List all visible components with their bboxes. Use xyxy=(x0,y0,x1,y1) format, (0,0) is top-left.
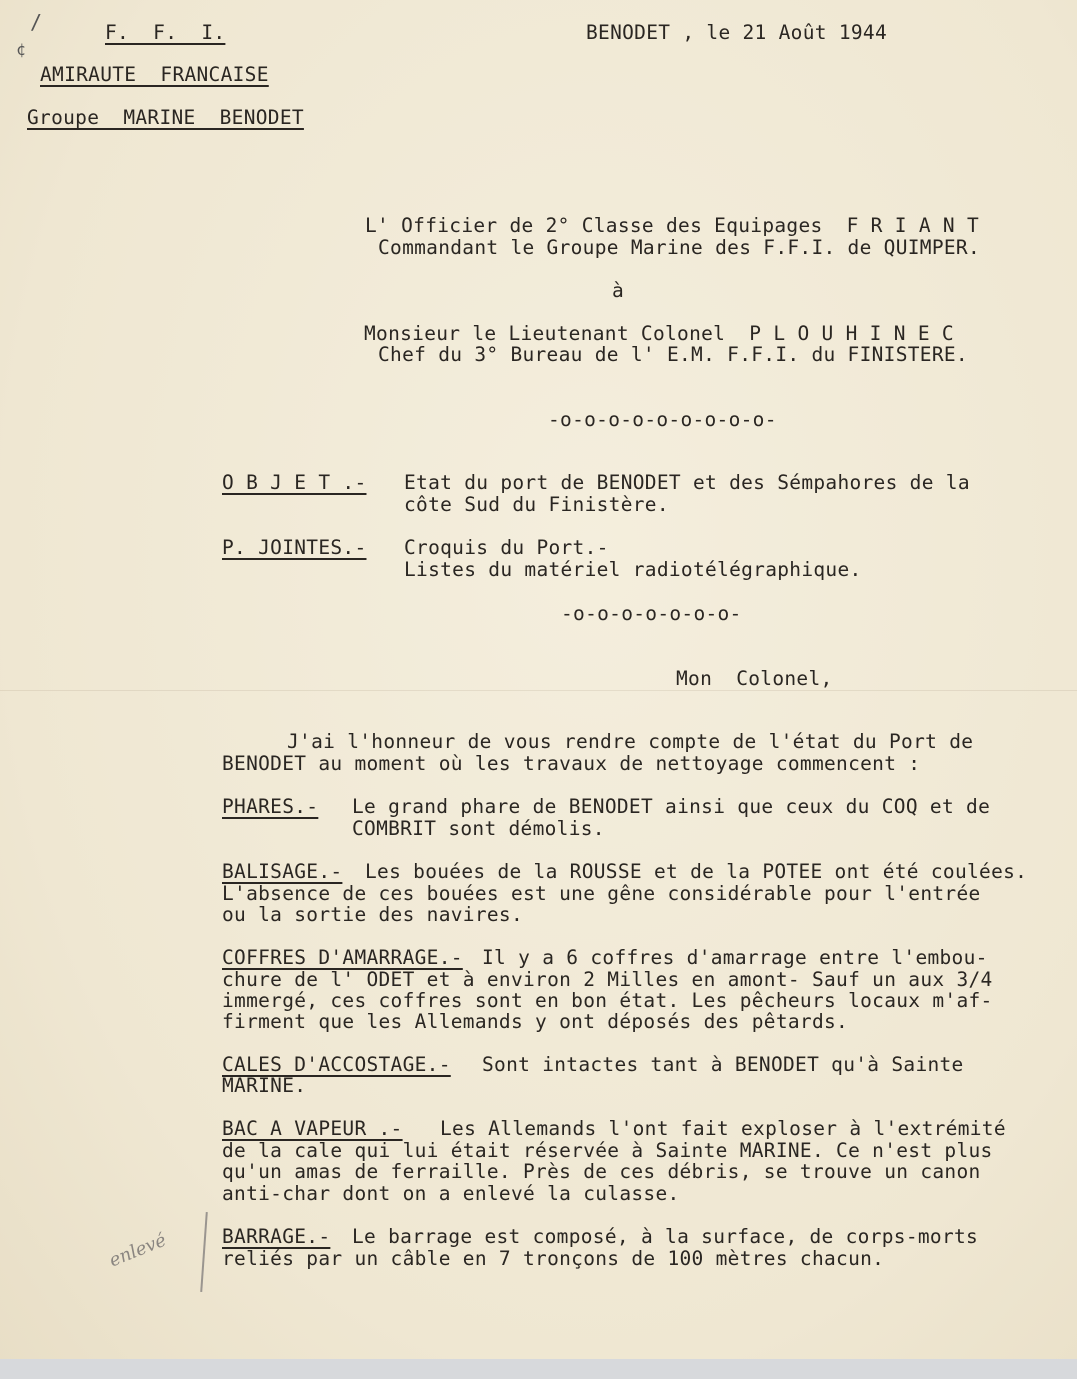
balisage-line-3: ou la sortie des navires. xyxy=(222,903,523,926)
sender-line-1: L' Officier de 2° Classe des Equipages F R I A N T xyxy=(365,214,980,237)
barrage-label: BARRAGE.- xyxy=(222,1225,331,1248)
phares-label: PHARES.- xyxy=(222,795,319,818)
cales-line-1: Sont intactes tant à BENODET qu'à Sainte xyxy=(482,1053,964,1076)
sender-line-2: Commandant le Groupe Marine des F.F.I. de QUIMPER. xyxy=(378,236,980,259)
intro-line-2: BENODET au moment où les travaux de nettoyage commencent : xyxy=(222,752,921,775)
balisage-line-2: L'absence de ces bouées est une gêne considérable pour l'entrée xyxy=(222,882,981,905)
cales-label: CALES D'ACCOSTAGE.- xyxy=(222,1053,451,1076)
objet-line-2: côte Sud du Finistère. xyxy=(404,493,669,516)
cales-line-2: MARINE. xyxy=(222,1074,307,1097)
balisage-label: BALISAGE.- xyxy=(222,860,343,883)
balisage-line-1: Les bouées de la ROUSSE et de la POTEE ont été coulées. xyxy=(365,860,1028,883)
intro-line-1: J'ai l'honneur de vous rendre compte de l'état du Port de xyxy=(287,730,974,753)
bac-label: BAC A VAPEUR .- xyxy=(222,1117,403,1140)
letterhead-groupe: Groupe MARINE BENODET xyxy=(27,106,304,129)
coffres-label: COFFRES D'AMARRAGE.- xyxy=(222,946,463,969)
salutation: Mon Colonel, xyxy=(676,667,833,690)
handwritten-margin-note: enlevé xyxy=(106,1229,170,1272)
pieces-label: P. JOINTES.- xyxy=(222,536,367,559)
barrage-line-2: reliés par un câble en 7 tronçons de 100 mètres chacun. xyxy=(222,1247,885,1270)
pen-mark: / xyxy=(30,10,43,34)
separator: -o-o-o-o-o-o-o- xyxy=(561,602,742,625)
to-word: à xyxy=(612,279,625,302)
pen-mark: ¢ xyxy=(16,40,26,59)
scan-edge xyxy=(0,1359,1077,1379)
paper-fold xyxy=(0,690,1077,691)
coffres-line-4: firment que les Allemands y ont déposés des pêtards. xyxy=(222,1010,849,1033)
letterhead-amiraute: AMIRAUTE FRANCAISE xyxy=(40,63,269,86)
bac-line-2: de la cale qui lui était réservée à Sainte MARINE. Ce n'est plus xyxy=(222,1139,993,1162)
separator: -o-o-o-o-o-o-o-o-o- xyxy=(548,408,777,431)
coffres-line-3: immergé, ces coffres sont en bon état. Les pêcheurs locaux m'af- xyxy=(222,989,993,1012)
date-line: BENODET , le 21 Août 1944 xyxy=(586,21,887,44)
pieces-line-1: Croquis du Port.- xyxy=(404,536,609,559)
phares-line-1: Le grand phare de BENODET ainsi que ceux du COQ et de xyxy=(352,795,991,818)
phares-line-2: COMBRIT sont démolis. xyxy=(352,817,605,840)
margin-bracket xyxy=(200,1212,208,1292)
coffres-line-1: Il y a 6 coffres d'amarrage entre l'embou- xyxy=(482,946,988,969)
barrage-line-1: Le barrage est composé, à la surface, de corps-morts xyxy=(352,1225,979,1248)
letterhead-ffi: F. F. I. xyxy=(105,21,226,44)
pieces-line-2: Listes du matériel radiotélégraphique. xyxy=(404,558,862,581)
recipient-line-2: Chef du 3° Bureau de l' E.M. F.F.I. du FINISTERE. xyxy=(378,343,968,366)
bac-line-3: qu'un amas de ferraille. Près de ces débris, se trouve un canon xyxy=(222,1160,981,1183)
objet-line-1: Etat du port de BENODET et des Sémpahores de la xyxy=(404,471,970,494)
objet-label: O B J E T .- xyxy=(222,471,367,494)
coffres-line-2: chure de l' ODET et à environ 2 Milles en amont- Sauf un aux 3/4 xyxy=(222,968,993,991)
bac-line-4: anti-char dont on a enlevé la culasse. xyxy=(222,1182,680,1205)
bac-line-1: Les Allemands l'ont fait exploser à l'extrémité xyxy=(440,1117,1006,1140)
recipient-line-1: Monsieur le Lieutenant Colonel P L O U H I N E C xyxy=(364,322,954,345)
